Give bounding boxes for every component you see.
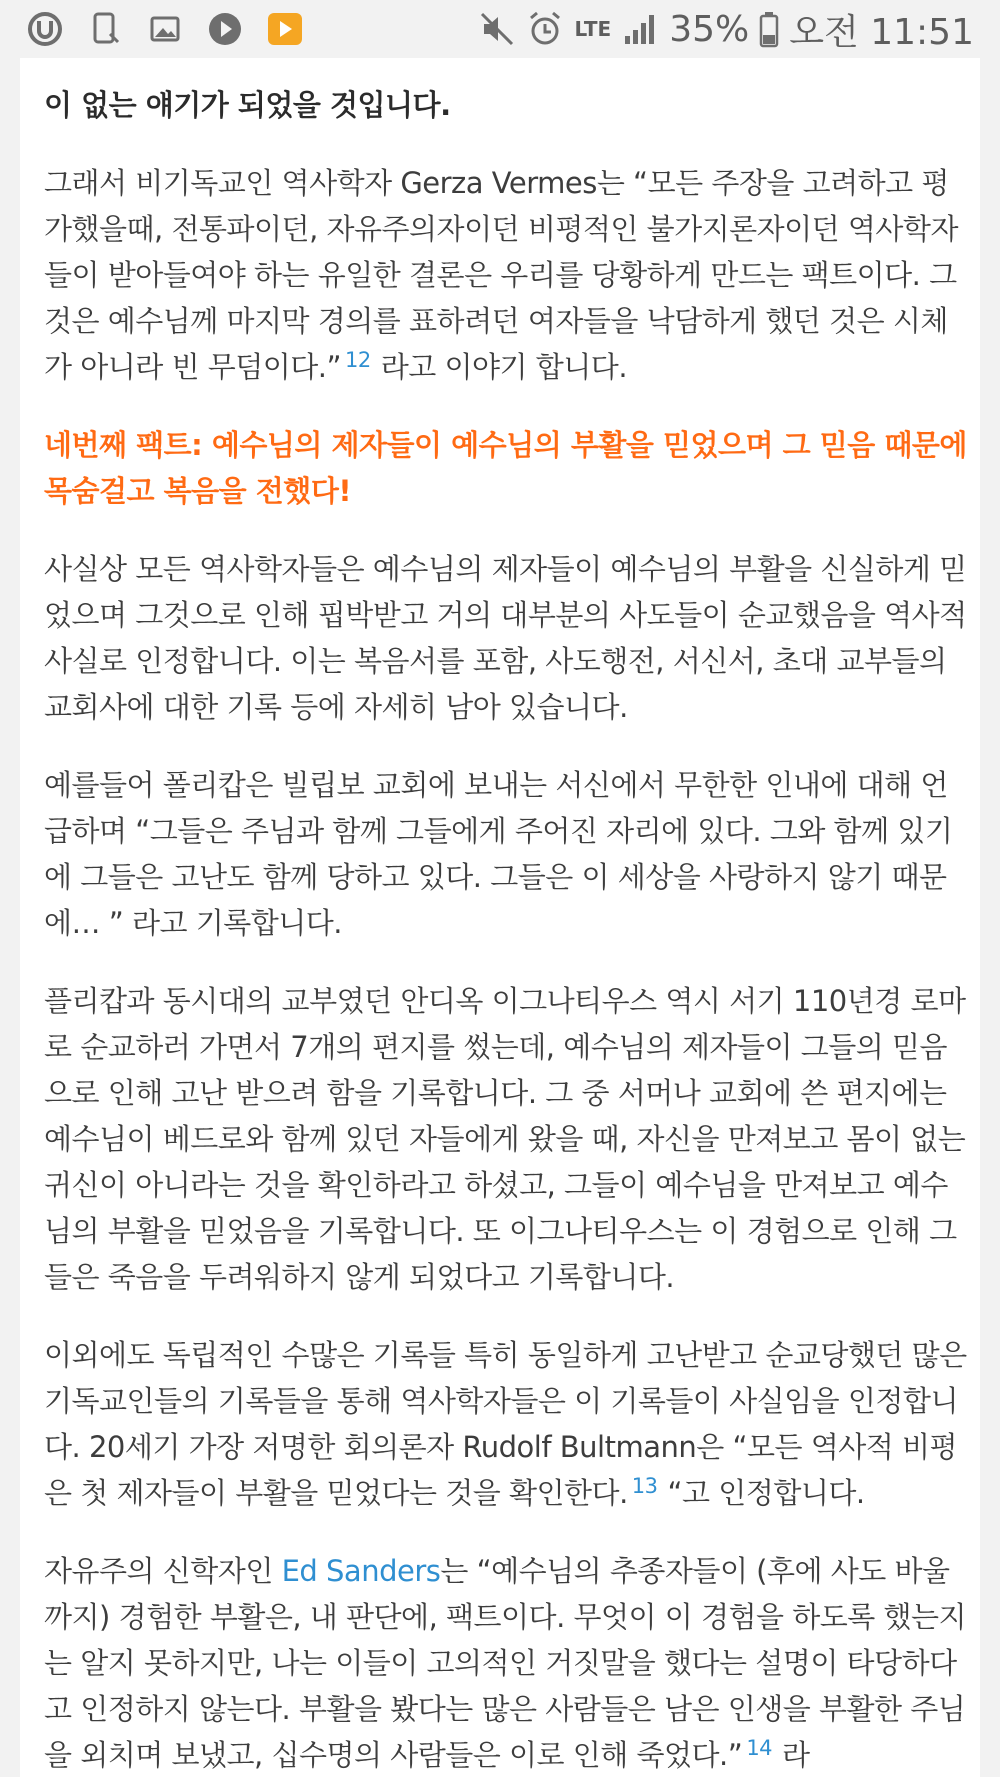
paragraph-bultmann [44, 1332, 974, 1516]
footnote-14-link[interactable]: 14 [746, 1736, 773, 1760]
paragraph-polycarp: 예를들어 폴리캅은 빌립보 교회에 보내는 서신에서 무한한 인내에 대해 언급하며 “그들은 주님과 함께 그들에게 주어진 자리에 있다. 그와 함께 있기에 그들은 고난도 함께 당하고 있다. 그들은 이 세상을 사랑하지 않기 때문에… ” 라고 기록합니다. [44, 768, 953, 940]
paragraph-text: “고 인정합니다. [667, 1476, 865, 1510]
alarm-icon [526, 10, 564, 48]
paragraph-text: 라고 이야기 합니다. [380, 350, 628, 384]
paragraph-disciples-belief: 사실상 모든 역사학자들은 예수님의 제자들이 예수님의 부활을 신실하게 믿었으며 그것으로 인해 핍박받고 거의 대부분의 사도들이 순교했음을 역사적 사실로 인정합니다. 이는 복음서를 포함, 사도행전, 서신서, 초대 교부들의 교회사에 대한 기록 등에 자세히 남아 있습니다. [44, 552, 967, 724]
footnote-12-link[interactable]: 12 [345, 348, 371, 372]
paragraph-conclusion-tail [44, 58, 974, 128]
paragraph-ignatius: 플리캅과 동시대의 교부였던 안디옥 이그나티우스 역시 서기 110년경 로마로 순교하러 가면서 7개의 편지를 썼는데, 예수님의 제자들이 그들의 믿음으로 인해 고난 받으려 함을 기록합니다. 그 중 서머나 교회에 쓴 편지에는 예수님이 베드로와 함께 있던 자들에게 왔을 때, 자신을 만져보고 몸이 없는 귀신이 아니라는 것을 확인하라고 하셨고, 그들이 예수님을 만져보고 예수님의 부활을 믿었음을 기록합니다. 또 이그나티우스는 이 경험으로 인해 그들은 죽음을 두려워하지 않게 되었다고 기록합니다. [44, 984, 966, 1294]
paragraph-text: 는 “예수님의 추종자들이 (후에 사도 바울까지) 경험한 부활은, 내 판단에, 팩트이다. 무엇이 이 경험을 하도록 했는지는 알지 못하지만, 나는 이들이 고의적인 거짓말을 했다는 설명이 타당하다고 인정하지 않는다. 부활을 봤다는 많은 사람들은 남은 인생을 부활한 주님을 외치며 보냈고, 십수명의 사람들은 이로 인해 죽었다.” [44, 1554, 967, 1772]
battery-percent: 35% [669, 8, 750, 50]
paragraph-text: 이 없는 얘기가 되었을 것입니다. [44, 88, 451, 122]
article-card [20, 58, 980, 1777]
paragraph-sanders [44, 1548, 974, 1777]
play-store-icon [206, 10, 244, 48]
device-icon [86, 10, 124, 48]
notification-icons [0, 10, 304, 48]
paragraph-text: 자유주의 신학자인 [44, 1554, 282, 1588]
section-heading-fact-4: 네번째 팩트: 예수님의 제자들이 예수님의 부활을 믿었으며 그 믿음 때문에 목숨걸고 복음을 전했다! [44, 428, 967, 508]
footnote-13-link[interactable]: 13 [631, 1474, 658, 1498]
gallery-icon [146, 10, 184, 48]
u-app-icon [26, 10, 64, 48]
paragraph-text: 그래서 비기독교인 역사학자 Gerza Vermes는 “모든 주장을 고려하고 평가했을때, 전통파이던, 자유주의자이던 비평적인 불가지론자이던 역사학자들이 받아들여야 하는 유일한 결론은 우리를 당황하게 만드는 팩트이다. 그것은 예수님께 마지막 경의를 표하려던 여자들을 낙담하게 했던 것은 시체가 아니라 빈 무덤이다.” [44, 166, 958, 384]
ed-sanders-link[interactable]: Ed Sanders [281, 1554, 441, 1588]
live-icon [266, 10, 304, 48]
mute-icon [478, 10, 516, 48]
battery-icon [759, 10, 779, 48]
article-body [44, 58, 974, 1777]
network-type: LTE [574, 17, 612, 41]
status-bar [0, 0, 1000, 58]
paragraph-text: 라 [782, 1738, 810, 1772]
paragraph-vermes [44, 160, 974, 390]
signal-icon [621, 10, 659, 48]
system-status [478, 4, 1000, 55]
clock: 오전 11:51 [789, 11, 974, 53]
paragraph-text: 이외에도 독립적인 수많은 기록들 특히 동일하게 고난받고 순교당했던 많은 기독교인들의 기록들을 통해 역사학자들은 이 기록들이 사실임을 인정합니다. 20세기 가장 저명한 회의론자 Rudolf Bultmann은 “모든 역사적 비평은 첫 제자들이 부활을 믿었다는 것을 확인한다. [44, 1338, 967, 1510]
